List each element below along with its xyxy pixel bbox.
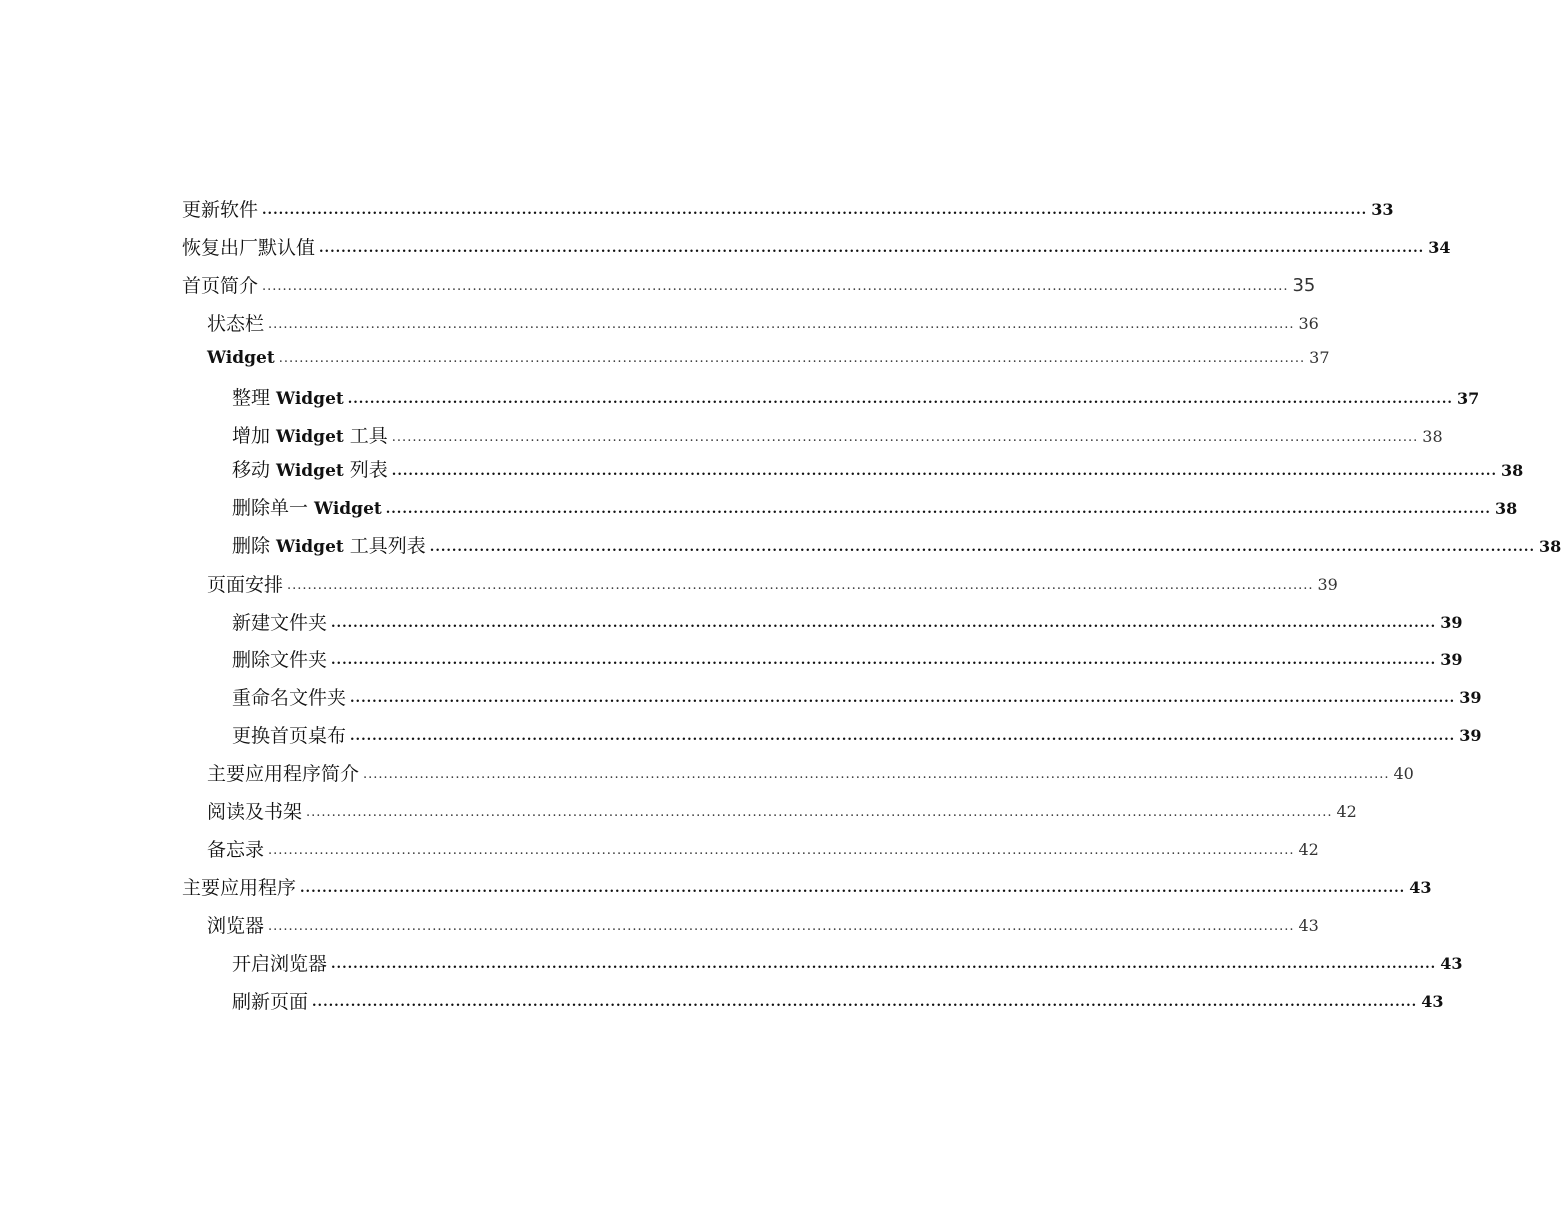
toc-page-number: 39: [1459, 688, 1482, 707]
toc-entry-title: [232, 534, 426, 559]
toc-page-number: 39: [1317, 575, 1338, 594]
toc-page-number: 39: [1459, 726, 1482, 745]
toc-page-number: 37: [1309, 348, 1330, 367]
title-latin: Widget: [276, 389, 344, 409]
toc-entry[interactable]: [182, 230, 1451, 260]
toc-entry[interactable]: [207, 908, 1319, 938]
dot-leader: ........................................................................................................................................................................................................: [363, 767, 1390, 782]
toc-entry-title: 状态栏: [207, 313, 265, 335]
toc-entry-title: 开启浏览器: [232, 953, 328, 975]
toc-entry[interactable]: [207, 567, 1338, 597]
toc-entry[interactable]: [207, 794, 1357, 824]
toc-entry-title: 阅读及书架: [207, 801, 303, 823]
dot-leader: ........................................................................................................................................................................................................: [347, 392, 1453, 407]
toc-entry[interactable]: [232, 984, 1444, 1014]
dot-leader: ........................................................................................................................................................................................................: [262, 203, 1368, 218]
toc-page-number: 36: [1298, 314, 1319, 333]
title-cn: 移动: [232, 459, 277, 481]
toc-entry-title: [232, 386, 344, 411]
dot-leader: ........................................................................................................................................................................................................: [385, 502, 1491, 517]
title-latin: Widget: [276, 537, 344, 557]
title-latin: Widget: [276, 461, 344, 481]
toc-entry-title: 新建文件夹: [232, 612, 328, 634]
toc-entry[interactable]: [232, 419, 1443, 449]
dot-leader: ........................................................................................................................................................................................................: [391, 464, 1497, 479]
toc-page-number: 39: [1440, 613, 1463, 632]
dot-leader: ........................................................................................................................................................................................................: [287, 578, 1314, 593]
toc-entry-title: [232, 424, 388, 449]
toc-entry-title: 页面安排: [207, 574, 284, 596]
toc-page-number: 35: [1292, 275, 1316, 296]
title-latin: Widget: [276, 427, 344, 447]
toc-entry[interactable]: [182, 268, 1316, 298]
toc-entry[interactable]: [232, 642, 1463, 672]
toc-page-number: 34: [1428, 238, 1451, 257]
dot-leader: ........................................................................................................................................................................................................: [319, 241, 1425, 256]
dot-leader: ........................................................................................................................................................................................................: [331, 957, 1437, 972]
toc-page-number: 38: [1538, 537, 1561, 556]
toc-page-number: 40: [1393, 764, 1414, 783]
toc-page-number: 37: [1456, 389, 1480, 408]
toc-entry[interactable]: [182, 192, 1394, 222]
toc-page-number: 43: [1298, 916, 1319, 935]
toc-entry-title: 主要应用程序简介: [207, 763, 360, 785]
toc-entry-title: 更换首页桌布: [232, 725, 347, 747]
toc-page-number: 43: [1440, 954, 1463, 973]
dot-leader: ........................................................................................................................................................................................................: [350, 691, 1456, 706]
toc-entry-title: 主要应用程序: [182, 877, 297, 899]
toc-page-number: 42: [1298, 840, 1319, 859]
dot-leader: ........................................................................................................................................................................................................: [278, 351, 1306, 366]
toc-entry-title: [232, 496, 382, 521]
dot-leader: ........................................................................................................................................................................................................: [268, 843, 1295, 858]
toc-page-number: 38: [1422, 427, 1443, 446]
dot-leader: ........................................................................................................................................................................................................: [300, 881, 1406, 896]
toc-entry[interactable]: [232, 529, 1561, 559]
toc-entry-title: 恢复出厂默认值: [182, 237, 316, 259]
toc-page-number: 42: [1336, 802, 1357, 821]
title-cn-suffix: 工具: [343, 425, 388, 447]
toc-entry-title: 重命名文件夹: [232, 687, 347, 709]
dot-leader: ........................................................................................................................................................................................................: [306, 805, 1333, 820]
toc-entry-title: 备忘录: [207, 839, 265, 861]
toc-page-number: 39: [1440, 650, 1463, 669]
toc-entry-title: 浏览器: [207, 915, 265, 937]
dot-leader: ........................................................................................................................................................................................................: [268, 919, 1295, 934]
toc-entry-title: 更新软件: [182, 199, 259, 221]
toc-entry[interactable]: [232, 491, 1518, 521]
title-cn: 增加: [232, 425, 277, 447]
title-cn: 删除: [232, 535, 277, 557]
title-latin: Widget: [314, 499, 382, 519]
toc-page-number: 38: [1494, 499, 1518, 518]
title-cn: 整理: [232, 387, 277, 409]
toc-entry-title: [232, 458, 388, 483]
dot-leader: ........................................................................................................................................................................................................: [429, 540, 1535, 555]
toc-page-number: 33: [1371, 200, 1394, 219]
toc-entry[interactable]: [207, 832, 1319, 862]
toc-entry[interactable]: [232, 718, 1482, 748]
toc-entry[interactable]: [232, 605, 1463, 635]
dot-leader: ........................................................................................................................................................................................................: [331, 616, 1437, 631]
toc-entry-title: 刷新页面: [232, 991, 309, 1013]
dot-leader: ........................................................................................................................................................................................................: [391, 430, 1419, 445]
dot-leader: ........................................................................................................................................................................................................: [312, 995, 1418, 1010]
title-cn: 删除单一: [232, 497, 315, 519]
toc-page-number: 38: [1500, 461, 1524, 480]
dot-leader: ........................................................................................................................................................................................................: [331, 653, 1437, 668]
toc-entry[interactable]: [207, 340, 1330, 370]
toc-entry[interactable]: [207, 756, 1414, 786]
toc-entry[interactable]: [182, 870, 1432, 900]
toc-page-number: 43: [1421, 992, 1444, 1011]
toc-page-number: 43: [1409, 878, 1432, 897]
toc-entry-title: 首页简介: [182, 275, 259, 297]
toc-entry-title: 删除文件夹: [232, 649, 328, 671]
toc-entry[interactable]: [232, 453, 1524, 483]
toc-entry[interactable]: [207, 306, 1319, 336]
dot-leader: ........................................................................................................................................................................................................: [268, 317, 1295, 332]
dot-leader: ........................................................................................................................................................................................................: [350, 729, 1456, 744]
dot-leader: ........................................................................................................................................................................................................: [262, 279, 1289, 294]
toc-entry-title: Widget: [207, 348, 275, 368]
title-cn-suffix: 列表: [343, 459, 388, 481]
title-cn-suffix: 工具列表: [343, 535, 426, 557]
toc-entry[interactable]: [232, 946, 1463, 976]
toc-entry[interactable]: [232, 381, 1480, 411]
toc-entry[interactable]: [232, 680, 1482, 710]
